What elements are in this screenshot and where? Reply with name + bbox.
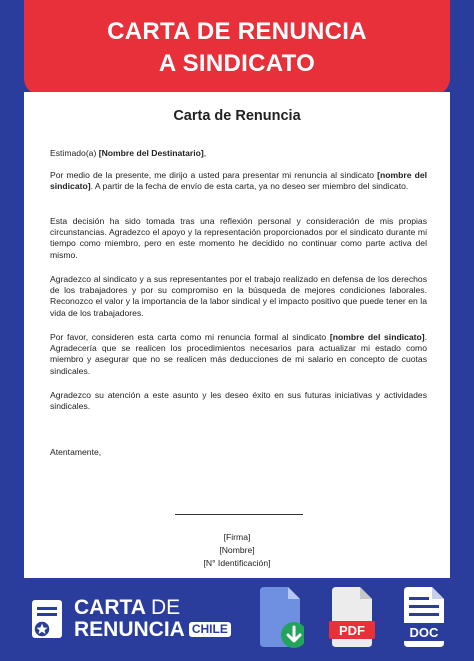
banner-line-1: CARTA DE RENUNCIA: [107, 18, 367, 45]
banner-line-2: A SINDICATO: [158, 50, 316, 77]
pdf-file-icon[interactable]: [328, 585, 376, 649]
document-logo-icon: [30, 598, 66, 642]
title-banner: [24, 0, 450, 96]
logo-word-renuncia: RENUNCIA: [74, 618, 185, 641]
doc-label: DOC: [409, 625, 439, 640]
pdf-label: PDF: [339, 623, 365, 638]
paragraph-1-a: Por medio de la presente, me dirijo a usted para presentar mi renuncia al sindicato: [50, 170, 378, 180]
union-name-placeholder-2: [nombre del sindicato]: [329, 332, 425, 342]
signature-line: [175, 514, 303, 515]
greeting: [50, 148, 427, 159]
paragraph-5: Agradezco su atención a este asunto y les deseo éxito en sus futuras iniciativas y actividades sindicales.: [50, 390, 427, 412]
logo-word-de: DE: [151, 596, 181, 619]
logo-text-line-1: [74, 597, 180, 619]
doc-file-icon[interactable]: [400, 585, 448, 649]
recipient-placeholder: [Nombre del Destinatario]: [98, 148, 204, 158]
paragraph-4-b: . Agradecería que se realicen los procedimientos necesarios para actualizar mi estado como miembro y asegurar que no se realicen más deducciones de mi salario en concepto de cuotas sindicales.: [50, 332, 427, 376]
paragraph-2: Esta decisión ha sido tomada tras una reflexión personal y consideración de mis propias circunstancias. Agradezco el apoyo y la representación proporcionados por el sindicato durante mi tiempo como miembro, pero en este momento he decidido no continuar como parte activa del mismo.: [50, 216, 427, 260]
paragraph-3: Agradezco al sindicato y a sus representantes por el trabajo realizado en defensa de los derechos de los trabajadores y por su compromiso en la búsqueda de mejores condiciones laborales. Reconozco el valor y la importancia de la labor sindical y el impacto positivo que puede tener en la vida de los trabajadores.: [50, 274, 427, 318]
greeting-suffix: ,: [203, 148, 207, 158]
logo-country-badge: CHILE: [189, 622, 231, 637]
paragraph-1: [50, 170, 427, 192]
closing: Atentamente,: [50, 447, 102, 457]
download-file-icon[interactable]: [256, 585, 304, 649]
signature-id: [N° Identificación]: [203, 558, 271, 568]
document-title: Carta de Renuncia: [173, 108, 301, 124]
paragraph-4-a: Por favor, consideren esta carta como mi renuncia formal al sindicato: [50, 332, 330, 342]
paragraph-4: [50, 332, 427, 377]
union-name-placeholder: [nombre del sindicato]: [50, 170, 427, 192]
signature-firma: [Firma]: [223, 532, 251, 542]
letter-sheet: [24, 92, 450, 578]
logo-text-line-2: [74, 619, 231, 641]
logo-word-carta: CARTA: [74, 596, 146, 619]
banner-title: [24, 16, 450, 80]
greeting-prefix: Estimado(a): [50, 148, 99, 158]
paragraph-1-b: . A partir de la fecha de envío de esta carta, ya no deseo ser miembro del sindicato.: [90, 181, 409, 192]
signature-nombre: [Nombre]: [219, 545, 255, 555]
